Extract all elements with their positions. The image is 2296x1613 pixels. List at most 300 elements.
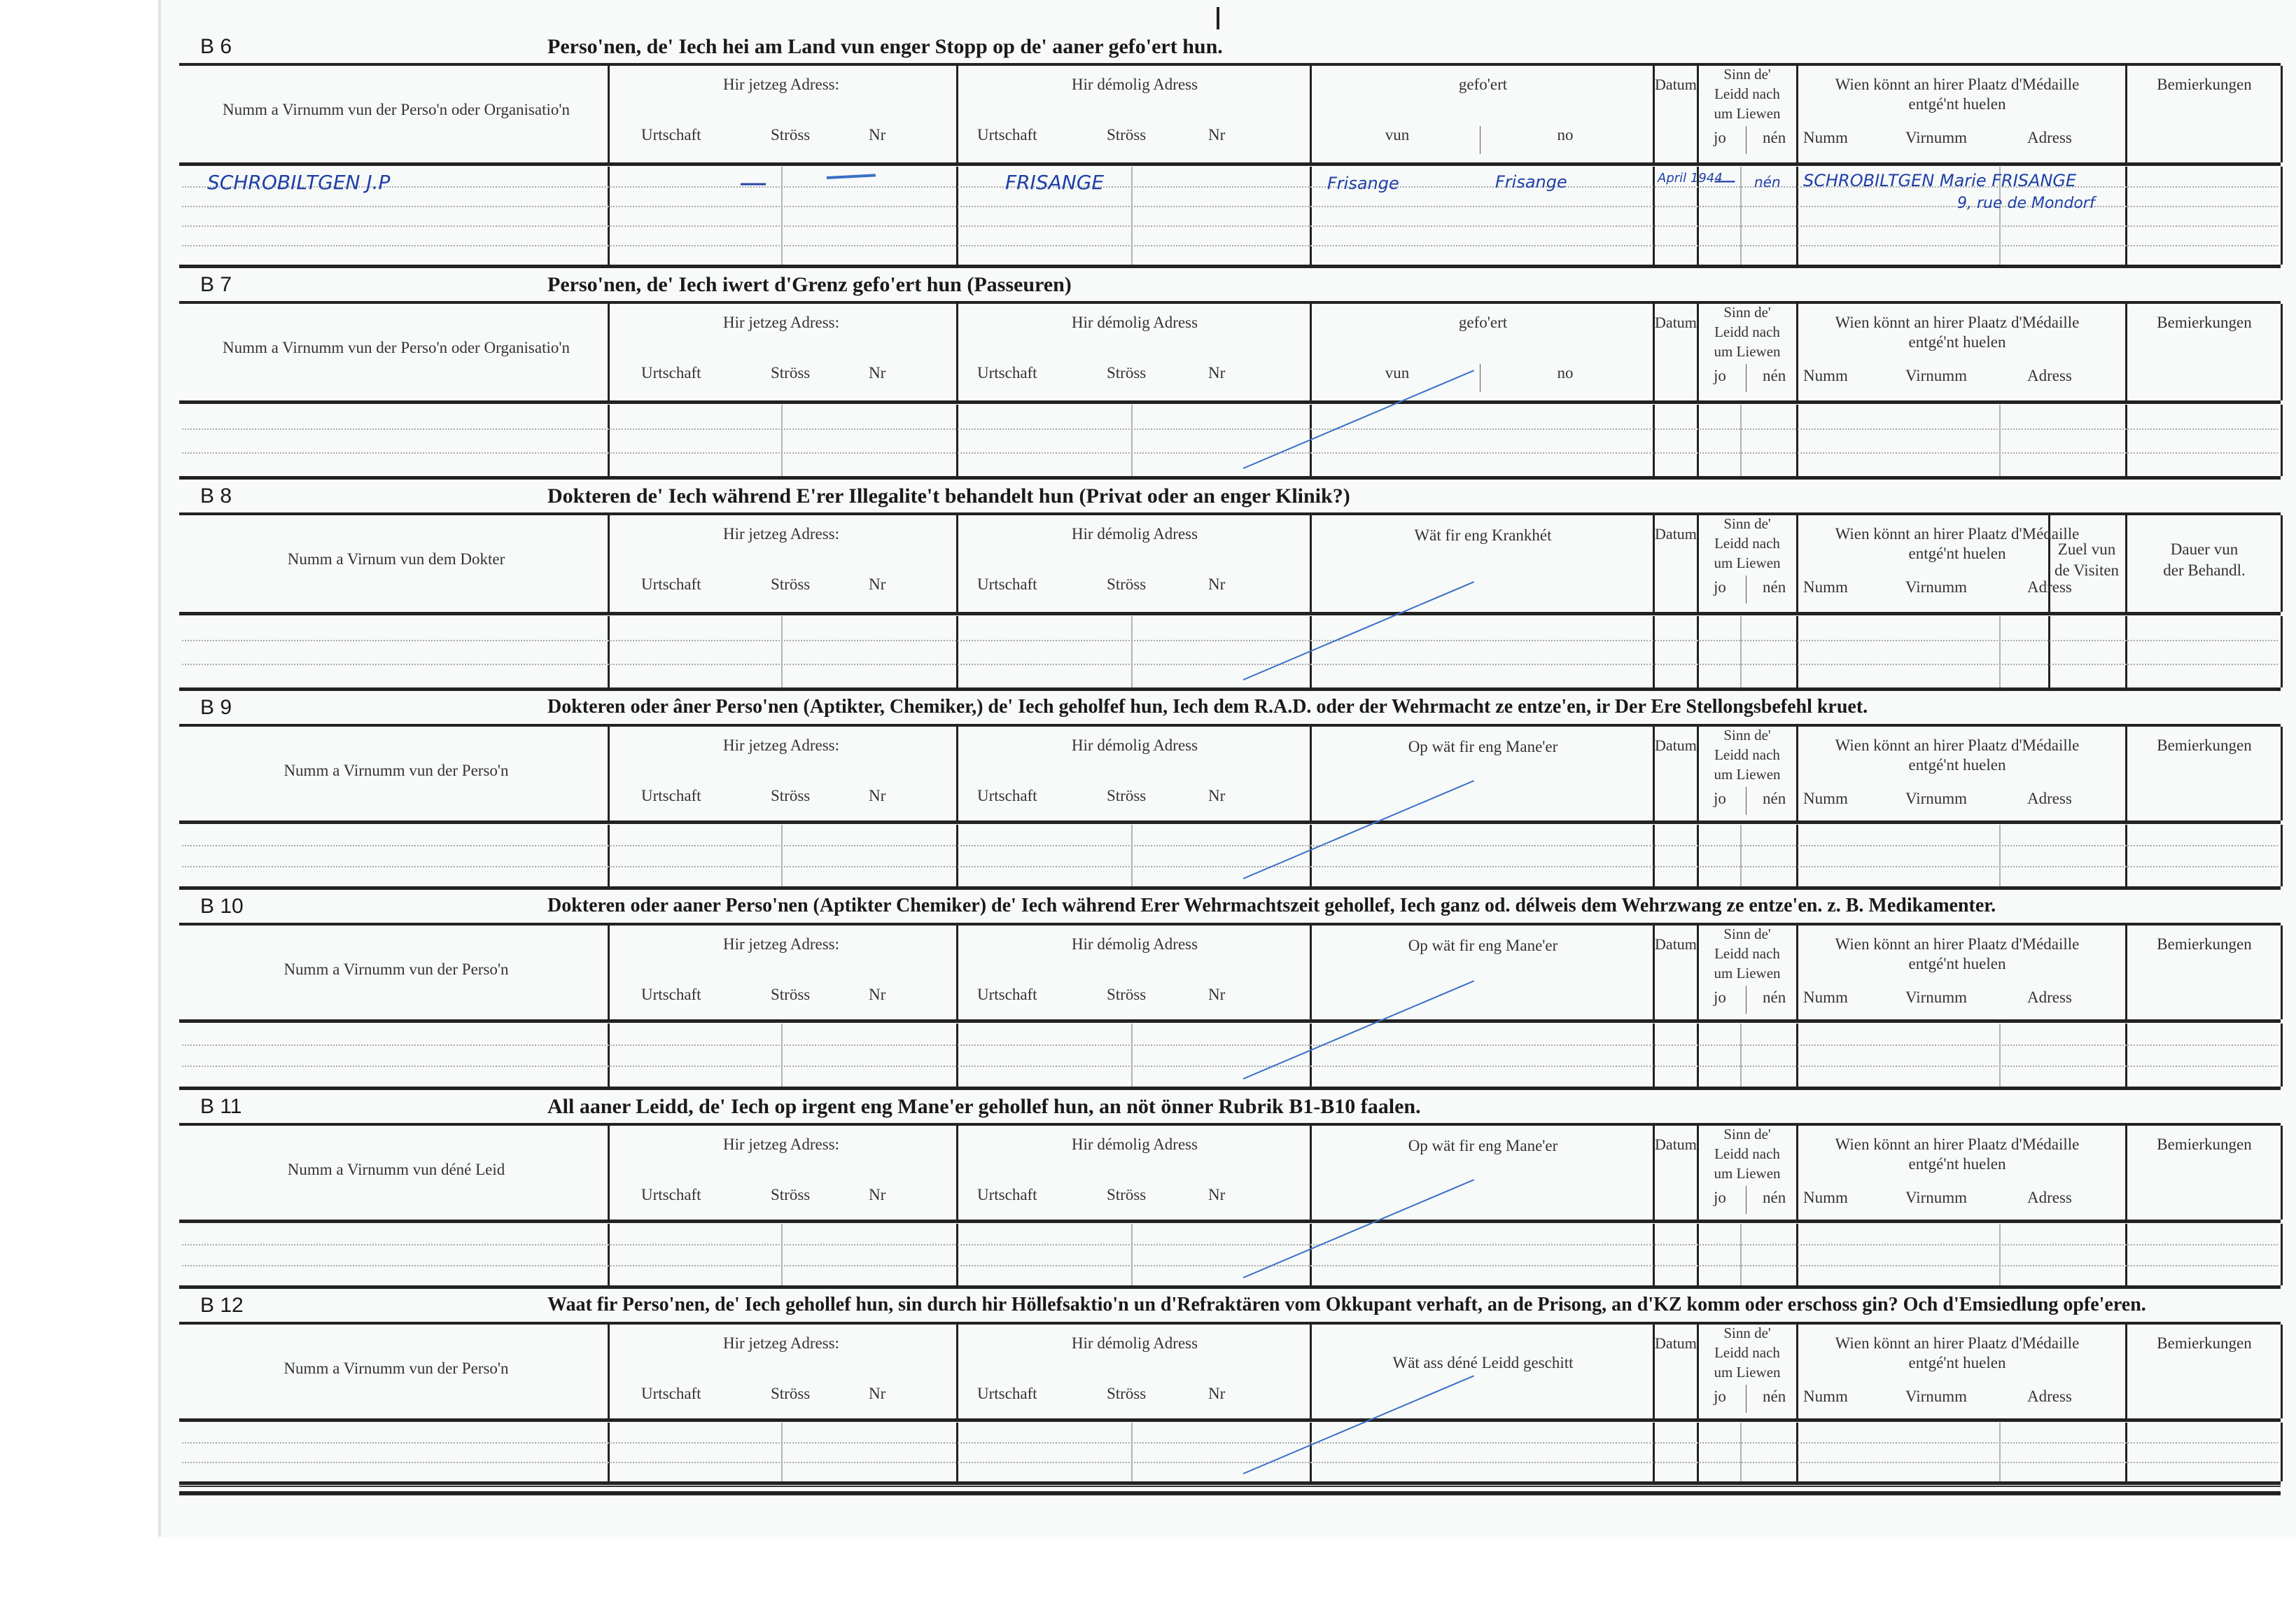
medal-header-2: entgé'nt huelen <box>1908 955 2006 972</box>
data-row[interactable] <box>179 167 2281 268</box>
column-divider <box>1697 1024 1699 1087</box>
column-divider <box>608 616 610 687</box>
sub-divider <box>781 616 783 687</box>
column-divider <box>2281 1423 2283 1481</box>
street-header: Ströss <box>771 986 811 1003</box>
entry-medal-name: SCHROBILTGEN Marie FRISANGE <box>1803 171 2077 190</box>
alive-header-1: Sinn de' <box>1723 1126 1771 1143</box>
column-divider <box>608 1325 610 1418</box>
medal-header-1: Wien könnt an hirer Plaatz d'Médaille <box>1835 314 2080 331</box>
medal-header-2: entgé'nt huelen <box>1908 1354 2006 1371</box>
bottom-rule-thin <box>179 1486 2281 1487</box>
data-row[interactable] <box>179 1224 2281 1289</box>
to-header: no <box>1557 126 1574 144</box>
section-code: B 12 <box>200 1294 244 1317</box>
column-divider <box>2281 1126 2283 1220</box>
sub-divider <box>781 405 783 476</box>
sub-divider <box>1999 1024 2001 1087</box>
sub-divider <box>781 1024 783 1087</box>
column-divider <box>608 515 610 612</box>
street-header: Ströss <box>771 364 811 382</box>
firstname-header: Virnumm <box>1905 578 1968 596</box>
address-header: Adress <box>2027 367 2072 384</box>
firstname-header: Virnumm <box>1905 989 1968 1006</box>
sub-divider <box>1740 1423 1742 1481</box>
to-header: no <box>1557 364 1574 382</box>
column-divider <box>956 167 958 265</box>
yes-header: jo <box>1714 129 1726 146</box>
sub-divider <box>1131 405 1133 476</box>
duration-header-1: Dauer vun <box>2170 540 2239 558</box>
street-header: Ströss <box>1107 1385 1147 1402</box>
no-header: nén <box>1763 367 1786 384</box>
col4-header: Op wät fir eng Mane'er <box>1408 937 1558 954</box>
writing-line <box>182 1244 2278 1245</box>
locality-header: Urtschaft <box>641 1186 701 1203</box>
number-header: Nr <box>1208 1385 1226 1402</box>
writing-line <box>182 866 2278 867</box>
section-title: Dokteren oder âner Perso'nen (Aptikter, Chemiker,) de' Iech geholfef hun, Iech dem R.A.D. oder der Wehrmacht ze entze'en, ir Der Ere Stellongsbefehl kruet. <box>547 696 1868 718</box>
sub-divider <box>1740 167 1742 265</box>
number-header: Nr <box>869 1385 886 1402</box>
column-divider <box>1796 167 1798 265</box>
visits-header-2: de Visiten <box>2054 561 2120 579</box>
column-header-row <box>179 304 2281 404</box>
guided-header: gefo'ert <box>1458 76 1508 93</box>
date-header: Datum <box>1655 1136 1697 1153</box>
alive-header-3: um Liewen <box>1714 766 1781 783</box>
sub-divider <box>1740 616 1742 687</box>
writing-line <box>182 640 2278 641</box>
column-divider <box>1653 405 1655 476</box>
writing-line <box>182 1442 2278 1444</box>
date-header: Datum <box>1655 76 1697 93</box>
locality-header: Urtschaft <box>977 364 1037 382</box>
date-header: Datum <box>1655 314 1697 331</box>
column-divider <box>1310 1224 1312 1285</box>
top-mark <box>1217 7 1219 29</box>
alive-header-3: um Liewen <box>1714 105 1781 122</box>
section-header <box>179 32 2281 66</box>
address-header: Adress <box>2027 989 2072 1006</box>
sub-divider <box>1131 167 1133 265</box>
column-divider <box>1697 727 1699 821</box>
form-section-b12 <box>179 1291 2281 1487</box>
column-divider <box>1697 405 1699 476</box>
column-divider <box>956 825 958 886</box>
firstname-header: Virnumm <box>1905 367 1968 384</box>
column-divider <box>2125 405 2127 476</box>
column-divider <box>2125 727 2127 821</box>
column-divider <box>2125 1224 2127 1285</box>
column-divider <box>2281 1224 2283 1285</box>
guided-header: gefo'ert <box>1458 314 1508 331</box>
former-address-header: Hir démolig Adress <box>1071 1136 1198 1153</box>
alive-header-3: um Liewen <box>1714 554 1781 571</box>
column-divider <box>608 1024 610 1087</box>
column-divider <box>1310 1325 1312 1418</box>
column-divider <box>1310 515 1312 612</box>
alive-header-2: Leidd nach <box>1714 1145 1780 1162</box>
medal-header-2: entgé'nt huelen <box>1908 95 2006 113</box>
column-divider <box>608 1126 610 1220</box>
column-divider <box>956 727 958 821</box>
no-header: nén <box>1763 129 1786 146</box>
number-header: Nr <box>1208 986 1226 1003</box>
column-divider <box>1653 1423 1655 1481</box>
column-divider <box>1796 1126 1798 1220</box>
medal-header-1: Wien könnt an hirer Plaatz d'Médaille <box>1835 1334 2080 1352</box>
column-header-row <box>179 1325 2281 1422</box>
medal-header-1: Wien könnt an hirer Plaatz d'Médaille <box>1835 935 2080 953</box>
column-divider <box>2125 167 2127 265</box>
locality-header: Urtschaft <box>641 986 701 1003</box>
column-divider <box>1697 616 1699 687</box>
no-header: nén <box>1763 1388 1786 1405</box>
column-divider <box>608 167 610 265</box>
section-code: B 9 <box>200 696 232 719</box>
column-divider <box>2281 66 2283 162</box>
date-header: Datum <box>1655 525 1697 543</box>
medal-header-2: entgé'nt huelen <box>1908 545 2006 562</box>
alive-header-1: Sinn de' <box>1723 66 1771 83</box>
sub-divider <box>1740 825 1742 886</box>
firstname-header: Virnumm <box>1905 129 1968 146</box>
column-divider <box>2281 727 2283 821</box>
column-divider <box>1796 1423 1798 1481</box>
column-divider <box>956 405 958 476</box>
alive-header-3: um Liewen <box>1714 965 1781 982</box>
strike-mark <box>827 174 876 179</box>
surname-header: Numm <box>1803 989 1848 1006</box>
alive-header-2: Leidd nach <box>1714 535 1780 552</box>
column-divider <box>2125 1325 2127 1418</box>
section-header <box>179 270 2281 304</box>
locality-header: Urtschaft <box>977 126 1037 144</box>
column-divider <box>2281 515 2283 612</box>
firstname-header: Virnumm <box>1905 1388 1968 1405</box>
sub-divider <box>1131 616 1133 687</box>
writing-line <box>182 845 2278 846</box>
former-address-header: Hir démolig Adress <box>1071 935 1198 953</box>
data-row[interactable] <box>179 405 2281 480</box>
number-header: Nr <box>869 986 886 1003</box>
remarks-header: Bemierkungen <box>2157 76 2252 93</box>
street-header: Ströss <box>771 575 811 593</box>
entry-date: April 1944 <box>1658 171 1723 186</box>
sub-divider <box>1999 1224 2001 1285</box>
visits-header-1: Zuel vun <box>2057 540 2116 558</box>
sub-divider <box>1740 1224 1742 1285</box>
column-divider <box>1310 304 1312 400</box>
section-code: B 6 <box>200 35 232 58</box>
column-divider <box>608 304 610 400</box>
from-header: vun <box>1385 126 1410 144</box>
column-divider <box>2281 1325 2283 1418</box>
remarks-header: Bemierkungen <box>2157 314 2252 331</box>
no-header: nén <box>1763 989 1786 1006</box>
name-column-header: Numm a Virnumm vun der Perso'n oder Organisatio'n <box>222 339 570 356</box>
column-divider <box>1697 1224 1699 1285</box>
surname-header: Numm <box>1803 1189 1848 1206</box>
section-header <box>179 1092 2281 1126</box>
column-divider <box>2125 1024 2127 1087</box>
locality-header: Urtschaft <box>977 1186 1037 1203</box>
street-header: Ströss <box>1107 1186 1147 1203</box>
current-address-header: Hir jetzeg Adress: <box>722 1334 840 1352</box>
section-header <box>179 892 2281 926</box>
column-divider <box>956 515 958 612</box>
section-header <box>179 482 2281 515</box>
street-header: Ströss <box>771 1385 811 1402</box>
yes-header: jo <box>1714 989 1726 1006</box>
column-divider <box>608 66 610 162</box>
entry-from: Frisange <box>1327 174 1399 193</box>
column-divider <box>1796 727 1798 821</box>
current-address-header: Hir jetzeg Adress: <box>722 1136 840 1153</box>
column-divider <box>956 926 958 1019</box>
alive-header-1: Sinn de' <box>1723 304 1771 321</box>
column-divider <box>2281 926 2283 1019</box>
column-divider <box>1796 1224 1798 1285</box>
column-divider <box>956 304 958 400</box>
section-title: Dokteren oder aaner Perso'nen (Aptikter Chemiker) de' Iech während Erer Wehrmachtszeit gehollef, Iech ganz od. délweis dem Wehrzwang ze entze'en. z. B. Medikamenter. <box>547 895 1996 916</box>
column-divider <box>956 1024 958 1087</box>
name-column-header: Numm a Virnumm vun der Perso'n <box>284 1360 509 1377</box>
date-header: Datum <box>1655 935 1697 953</box>
column-divider <box>1697 825 1699 886</box>
address-header: Adress <box>2027 1388 2072 1405</box>
former-address-header: Hir démolig Adress <box>1071 314 1198 331</box>
former-address-header: Hir démolig Adress <box>1071 525 1198 543</box>
number-header: Nr <box>869 787 886 804</box>
section-header <box>179 1291 2281 1325</box>
former-address-header: Hir démolig Adress <box>1071 76 1198 93</box>
column-divider <box>1310 926 1312 1019</box>
form-section-b10 <box>179 892 2281 1092</box>
column-divider <box>1310 1024 1312 1087</box>
form-section-b7 <box>179 270 2281 482</box>
column-divider <box>608 405 610 476</box>
column-divider <box>2125 304 2127 400</box>
column-divider <box>956 1423 958 1481</box>
column-divider <box>1310 727 1312 821</box>
column-divider <box>1653 825 1655 886</box>
number-header: Nr <box>869 575 886 593</box>
sheet-edge <box>158 0 161 1537</box>
column-divider <box>1796 1325 1798 1418</box>
sub-divider <box>1131 825 1133 886</box>
name-column-header: Numm a Virnumm vun der Perso'n <box>284 762 509 779</box>
column-divider <box>956 616 958 687</box>
entry-yes: — <box>1714 167 1736 193</box>
street-header: Ströss <box>771 1186 811 1203</box>
number-header: Nr <box>1208 575 1226 593</box>
writing-line <box>182 428 2278 430</box>
alive-header-2: Leidd nach <box>1714 85 1780 102</box>
surname-header: Numm <box>1803 367 1848 384</box>
column-divider <box>2281 1024 2283 1087</box>
current-address-header: Hir jetzeg Adress: <box>722 935 840 953</box>
writing-line <box>182 225 2278 227</box>
surname-header: Numm <box>1803 790 1848 807</box>
locality-header: Urtschaft <box>641 787 701 804</box>
street-header: Ströss <box>771 787 811 804</box>
form-section-b8 <box>179 482 2281 693</box>
alive-header-1: Sinn de' <box>1723 1325 1771 1341</box>
data-row[interactable] <box>179 825 2281 890</box>
medal-header-2: entgé'nt huelen <box>1908 1155 2006 1173</box>
form-section-b9 <box>179 693 2281 892</box>
sub-divider <box>1999 405 2001 476</box>
alive-header-2: Leidd nach <box>1714 1344 1780 1361</box>
number-header: Nr <box>1208 787 1226 804</box>
yes-header: jo <box>1714 790 1726 807</box>
sub-divider <box>1999 616 2001 687</box>
column-divider <box>1653 616 1655 687</box>
remarks-header: Bemierkungen <box>2157 736 2252 754</box>
entry-medal-address: 9, rue de Mondorf <box>1957 195 2095 212</box>
street-header: Ströss <box>1107 364 1147 382</box>
street-header: Ströss <box>1107 126 1147 144</box>
column-divider <box>2125 1423 2127 1481</box>
yes-header: jo <box>1714 578 1726 596</box>
col4-header: Wät ass déné Leidd geschitt <box>1392 1354 1574 1371</box>
column-divider <box>2048 616 2050 687</box>
alive-header-1: Sinn de' <box>1723 727 1771 743</box>
column-divider <box>1697 515 1699 612</box>
entry-name: SCHROBILTGEN J.P <box>207 171 391 194</box>
entry-current-address: — <box>739 167 767 199</box>
firstname-header: Virnumm <box>1905 1189 1968 1206</box>
column-divider <box>1310 167 1312 265</box>
sub-divider <box>1999 1423 2001 1481</box>
column-divider <box>608 1224 610 1285</box>
date-header: Datum <box>1655 1334 1697 1352</box>
sub-divider <box>1999 825 2001 886</box>
column-header-row <box>179 926 2281 1023</box>
data-row[interactable] <box>179 616 2281 691</box>
column-divider <box>1310 1126 1312 1220</box>
column-divider <box>1796 926 1798 1019</box>
remarks-header: Bemierkungen <box>2157 935 2252 953</box>
medal-header-1: Wien könnt an hirer Plaatz d'Médaille <box>1835 736 2080 754</box>
writing-line <box>182 1462 2278 1463</box>
name-column-header: Numm a Virnumm vun der Perso'n oder Organisatio'n <box>222 101 570 118</box>
col4-header: Op wät fir eng Mane'er <box>1408 1137 1558 1154</box>
form-section-b11 <box>179 1092 2281 1291</box>
alive-header-2: Leidd nach <box>1714 323 1780 340</box>
column-divider <box>2125 926 2127 1019</box>
alive-header-3: um Liewen <box>1714 1364 1781 1381</box>
locality-header: Urtschaft <box>641 1385 701 1402</box>
data-row[interactable] <box>179 1024 2281 1090</box>
column-divider <box>1796 1024 1798 1087</box>
name-column-header: Numm a Virnum vun dem Dokter <box>287 550 505 568</box>
current-address-header: Hir jetzeg Adress: <box>722 736 840 754</box>
column-divider <box>2125 1126 2127 1220</box>
current-address-header: Hir jetzeg Adress: <box>722 525 840 543</box>
column-divider <box>1310 66 1312 162</box>
column-divider <box>1697 1423 1699 1481</box>
section-title: Perso'nen, de' Iech iwert d'Grenz gefo'ert hun (Passeuren) <box>547 273 1072 296</box>
number-header: Nr <box>1208 126 1226 144</box>
writing-line <box>182 664 2278 665</box>
from-header: vun <box>1385 364 1410 382</box>
column-divider <box>608 926 610 1019</box>
section-title: Waat fir Perso'nen, de' Iech gehollef hun, sin durch hir Höllefsaktio'n un d'Refraktären vom Okkupant verhaft, an de Prisong, an d'KZ komm oder erschoss gin? Och d'Emsiedlung opfe'eren. <box>547 1294 2146 1315</box>
column-divider <box>1796 405 1798 476</box>
bottom-rule <box>179 1491 2281 1495</box>
name-column-header: Numm a Virnumm vun déné Leid <box>287 1161 505 1178</box>
locality-header: Urtschaft <box>641 126 701 144</box>
alive-header-3: um Liewen <box>1714 343 1781 360</box>
alive-header-1: Sinn de' <box>1723 515 1771 532</box>
no-header: nén <box>1763 578 1786 596</box>
street-header: Ströss <box>1107 986 1147 1003</box>
remarks-header: Bemierkungen <box>2157 1136 2252 1153</box>
street-header: Ströss <box>1107 575 1147 593</box>
column-divider <box>1310 1423 1312 1481</box>
column-divider <box>2125 616 2127 687</box>
column-divider <box>2281 616 2283 687</box>
sub-divider <box>1131 1024 1133 1087</box>
sub-divider <box>1131 1224 1133 1285</box>
locality-header: Urtschaft <box>977 787 1037 804</box>
alive-header-2: Leidd nach <box>1714 945 1780 962</box>
name-column-header: Numm a Virnumm vun der Perso'n <box>284 961 509 978</box>
former-address-header: Hir démolig Adress <box>1071 1334 1198 1352</box>
yes-header: jo <box>1714 1189 1726 1206</box>
column-divider <box>1653 167 1655 265</box>
col4-header: Wät fir eng Krankhét <box>1414 526 1552 544</box>
remarks-header: Bemierkungen <box>2157 1334 2252 1352</box>
column-divider <box>608 1423 610 1481</box>
column-divider <box>2281 167 2283 265</box>
column-divider <box>1796 66 1798 162</box>
section-code: B 8 <box>200 484 232 508</box>
number-header: Nr <box>1208 364 1226 382</box>
column-divider <box>2281 825 2283 886</box>
surname-header: Numm <box>1803 129 1848 146</box>
form-section-b6 <box>179 32 2281 270</box>
column-divider <box>1796 616 1798 687</box>
address-header: Adress <box>2027 578 2072 596</box>
section-code: B 11 <box>200 1095 242 1118</box>
data-row[interactable] <box>179 1423 2281 1485</box>
column-divider <box>1653 1224 1655 1285</box>
column-divider <box>1697 1126 1699 1220</box>
writing-line <box>182 1265 2278 1266</box>
column-divider <box>2281 304 2283 400</box>
surname-header: Numm <box>1803 1388 1848 1405</box>
street-header: Ströss <box>771 126 811 144</box>
col4-header: Op wät fir eng Mane'er <box>1408 738 1558 755</box>
writing-line <box>182 452 2278 454</box>
locality-header: Urtschaft <box>641 575 701 593</box>
column-divider <box>1310 825 1312 886</box>
medal-header-1: Wien könnt an hirer Plaatz d'Médaille <box>1835 525 2080 543</box>
column-divider <box>1697 1325 1699 1418</box>
medal-header-2: entgé'nt huelen <box>1908 756 2006 774</box>
column-divider <box>956 1126 958 1220</box>
address-header: Adress <box>2027 1189 2072 1206</box>
locality-header: Urtschaft <box>977 1385 1037 1402</box>
sub-divider <box>1131 1423 1133 1481</box>
section-code: B 7 <box>200 273 232 296</box>
writing-line <box>182 1045 2278 1046</box>
section-title: Dokteren de' Iech während E'rer Illegalite't behandelt hun (Privat oder an enger Klinik?) <box>547 484 1350 508</box>
